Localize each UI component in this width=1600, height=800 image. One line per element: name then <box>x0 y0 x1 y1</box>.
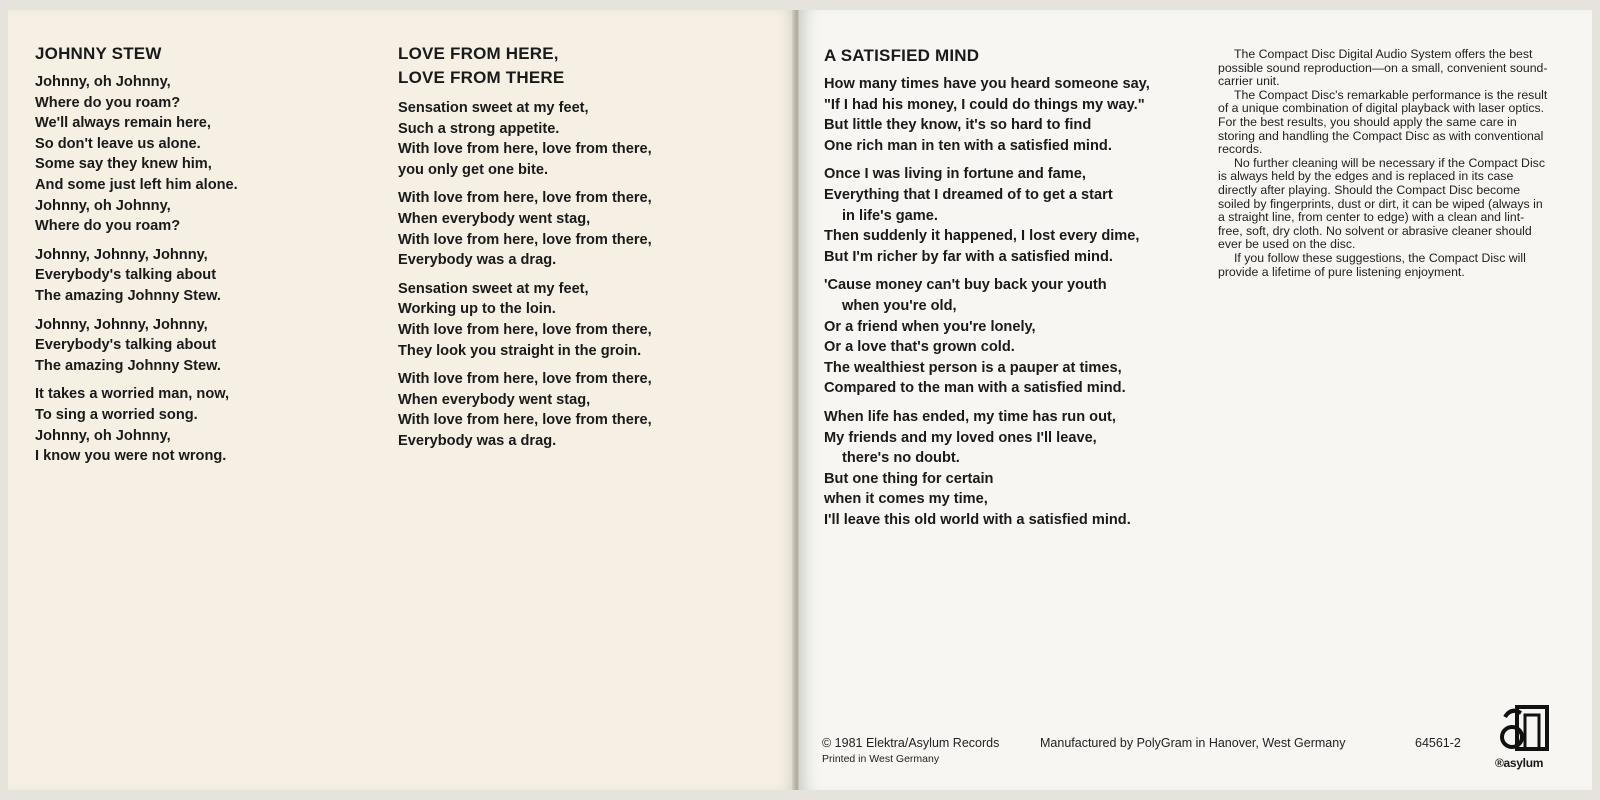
left-page <box>8 10 799 790</box>
lyric-line: To sing a worried song. <box>35 406 198 423</box>
lyric-line: Everybody was a drag. <box>398 432 557 449</box>
lyric-line: Or a love that's grown cold. <box>824 339 1015 356</box>
lyric-line: Compared to the man with a satisfied mind. <box>824 380 1126 397</box>
stanza <box>398 279 778 361</box>
lyric-line: when it comes my time, <box>824 491 988 508</box>
asylum-logo-text: ®asylum <box>1495 756 1544 770</box>
stanza <box>398 369 778 451</box>
lyric-line: Johnny, Johnny, Johnny, <box>35 246 208 263</box>
cd-paragraph: If you follow these suggestions, the Compact Disc will provide a lifetime of pure listening enjoyment. <box>1218 250 1526 279</box>
lyric-line: "If I had his money, I could do things my way." <box>824 96 1145 113</box>
lyric-line: Johnny, oh Johnny, <box>35 74 171 90</box>
lyric-line: It takes a worried man, now, <box>35 386 230 403</box>
johnny-stew-column <box>35 42 395 475</box>
stanza <box>35 72 395 237</box>
johnny-stew-title: JOHNNY STEW <box>35 44 162 63</box>
stanza <box>824 407 1204 531</box>
lyric-line: Johnny, oh Johnny, <box>35 197 171 214</box>
lyric-line: One rich man in ten with a satisfied mind. <box>824 137 1112 154</box>
lyric-line: Or a friend when you're lonely, <box>824 318 1036 335</box>
love-from-here-lyrics <box>398 98 778 452</box>
lyric-line: The wealthiest person is a pauper at times, <box>824 359 1122 376</box>
stanza <box>398 188 778 270</box>
lyric-line: But I'm richer by far with a satisfied mind. <box>824 248 1113 265</box>
lyric-line: Sensation sweet at my feet, <box>398 280 589 297</box>
lyric-line: Johnny, Johnny, Johnny, <box>35 316 208 333</box>
lyric-line: But little they know, it's so hard to find <box>824 117 1092 134</box>
lyric-line: My friends and my loved ones I'll leave, <box>824 429 1097 446</box>
lyric-line: Some say they knew him, <box>35 156 212 173</box>
lyric-line: When everybody went stag, <box>398 210 591 227</box>
lyric-line: I know you were not wrong. <box>35 448 227 465</box>
lyric-line: Once I was living in fortune and fame, <box>824 166 1086 183</box>
lyric-line: Everybody's talking about <box>35 267 217 284</box>
asylum-logo <box>1495 703 1553 771</box>
stanza <box>824 74 1204 156</box>
love-from-here-column <box>398 42 778 460</box>
lyric-line: We'll always remain here, <box>35 115 211 132</box>
lyric-line: With love from here, love from there, <box>398 321 652 338</box>
lyric-line: So don't leave us alone. <box>35 135 201 152</box>
printed-notice: Printed in West Germany <box>822 753 940 765</box>
lyric-line: They look you straight in the groin. <box>398 342 642 359</box>
lyric-line: I'll leave this old world with a satisfied mind. <box>824 511 1131 528</box>
lyric-line: in life's game. <box>842 207 938 224</box>
lyric-line: The amazing Johnny Stew. <box>35 357 221 374</box>
johnny-stew-lyrics <box>35 72 395 467</box>
cd-paragraph: The Compact Disc's remarkable performance is the result of a unique combination of digital playback with laser optics. For the best results, you should apply the same care in storing and handling the Compact Disc as with conventional records. <box>1218 87 1548 157</box>
satisfied-mind-title: A SATISFIED MIND <box>824 46 980 65</box>
lyric-line: When everybody went stag, <box>398 391 591 408</box>
lyric-line: Then suddenly it happened, I lost every dime, <box>824 228 1140 245</box>
lyric-line: when you're old, <box>842 297 957 314</box>
lyric-line: Such a strong appetite. <box>398 120 560 137</box>
lyric-line: Where do you roam? <box>35 94 181 111</box>
manufacturer-notice: Manufactured by PolyGram in Hanover, West Germany <box>1040 736 1346 750</box>
lyric-line: Johnny, oh Johnny, <box>35 427 171 444</box>
lyric-line: With love from here, love from there, <box>398 371 652 388</box>
lyric-line: Everything that I dreamed of to get a start <box>824 186 1113 203</box>
satisfied-mind-column <box>824 44 1204 538</box>
cd-paragraph: No further cleaning will be necessary if the Compact Disc is always held by the edges and is replaced in its case directly after playing. Should the Compact Disc become soiled by fingerprints, dust or dirt, it can be wiped (always in a straight line, from center to edge) with a clean and lint-free, soft, dry cloth. No solvent or abrasive cleaner should ever be used on the disc. <box>1218 155 1545 252</box>
stanza <box>824 164 1204 267</box>
lyric-line: With love from here, love from there, <box>398 231 652 248</box>
lyric-line: With love from here, love from there, <box>398 412 652 429</box>
love-from-here-title-line2: LOVE FROM THERE <box>398 68 565 87</box>
lyric-line: 'Cause money can't buy back your youth <box>824 277 1107 294</box>
stanza <box>35 315 395 377</box>
lyric-line: Working up to the loin. <box>398 301 556 318</box>
lyric-line: Everybody's talking about <box>35 337 217 354</box>
love-from-here-title-line1: LOVE FROM HERE, <box>398 44 559 63</box>
lyric-line: you only get one bite. <box>398 161 548 178</box>
lyric-line: there's no doubt. <box>842 450 960 467</box>
lyric-line: And some just left him alone. <box>35 176 238 193</box>
lyric-line: When life has ended, my time has run out, <box>824 408 1116 425</box>
lyric-line: Where do you roam? <box>35 218 181 235</box>
lyric-line: Everybody was a drag. <box>398 252 557 269</box>
stanza <box>35 245 395 307</box>
stanza <box>824 275 1204 399</box>
compact-disc-care-notes <box>1218 48 1548 279</box>
satisfied-mind-lyrics <box>824 74 1204 530</box>
lyric-line: With love from here, love from there, <box>398 141 652 158</box>
lyric-line: With love from here, love from there, <box>398 190 652 207</box>
lyric-line: How many times have you heard someone say, <box>824 76 1150 92</box>
lyric-line: But one thing for certain <box>824 470 994 487</box>
love-from-here-title <box>398 42 778 90</box>
stanza <box>35 384 395 466</box>
lyric-line: The amazing Johnny Stew. <box>35 287 221 304</box>
cd-paragraph: The Compact Disc Digital Audio System offers the best possible sound reproduction—on a small, convenient sound-carrier unit. <box>1218 47 1548 89</box>
lyric-line: Sensation sweet at my feet, <box>398 100 589 116</box>
catalog-number: 64561-2 <box>1415 736 1461 750</box>
show-through-text <box>778 48 782 68</box>
stanza <box>398 98 778 180</box>
copyright-notice: © 1981 Elektra/Asylum Records <box>822 736 1000 750</box>
asylum-logo-icon <box>1495 703 1553 753</box>
right-page <box>800 10 1592 790</box>
